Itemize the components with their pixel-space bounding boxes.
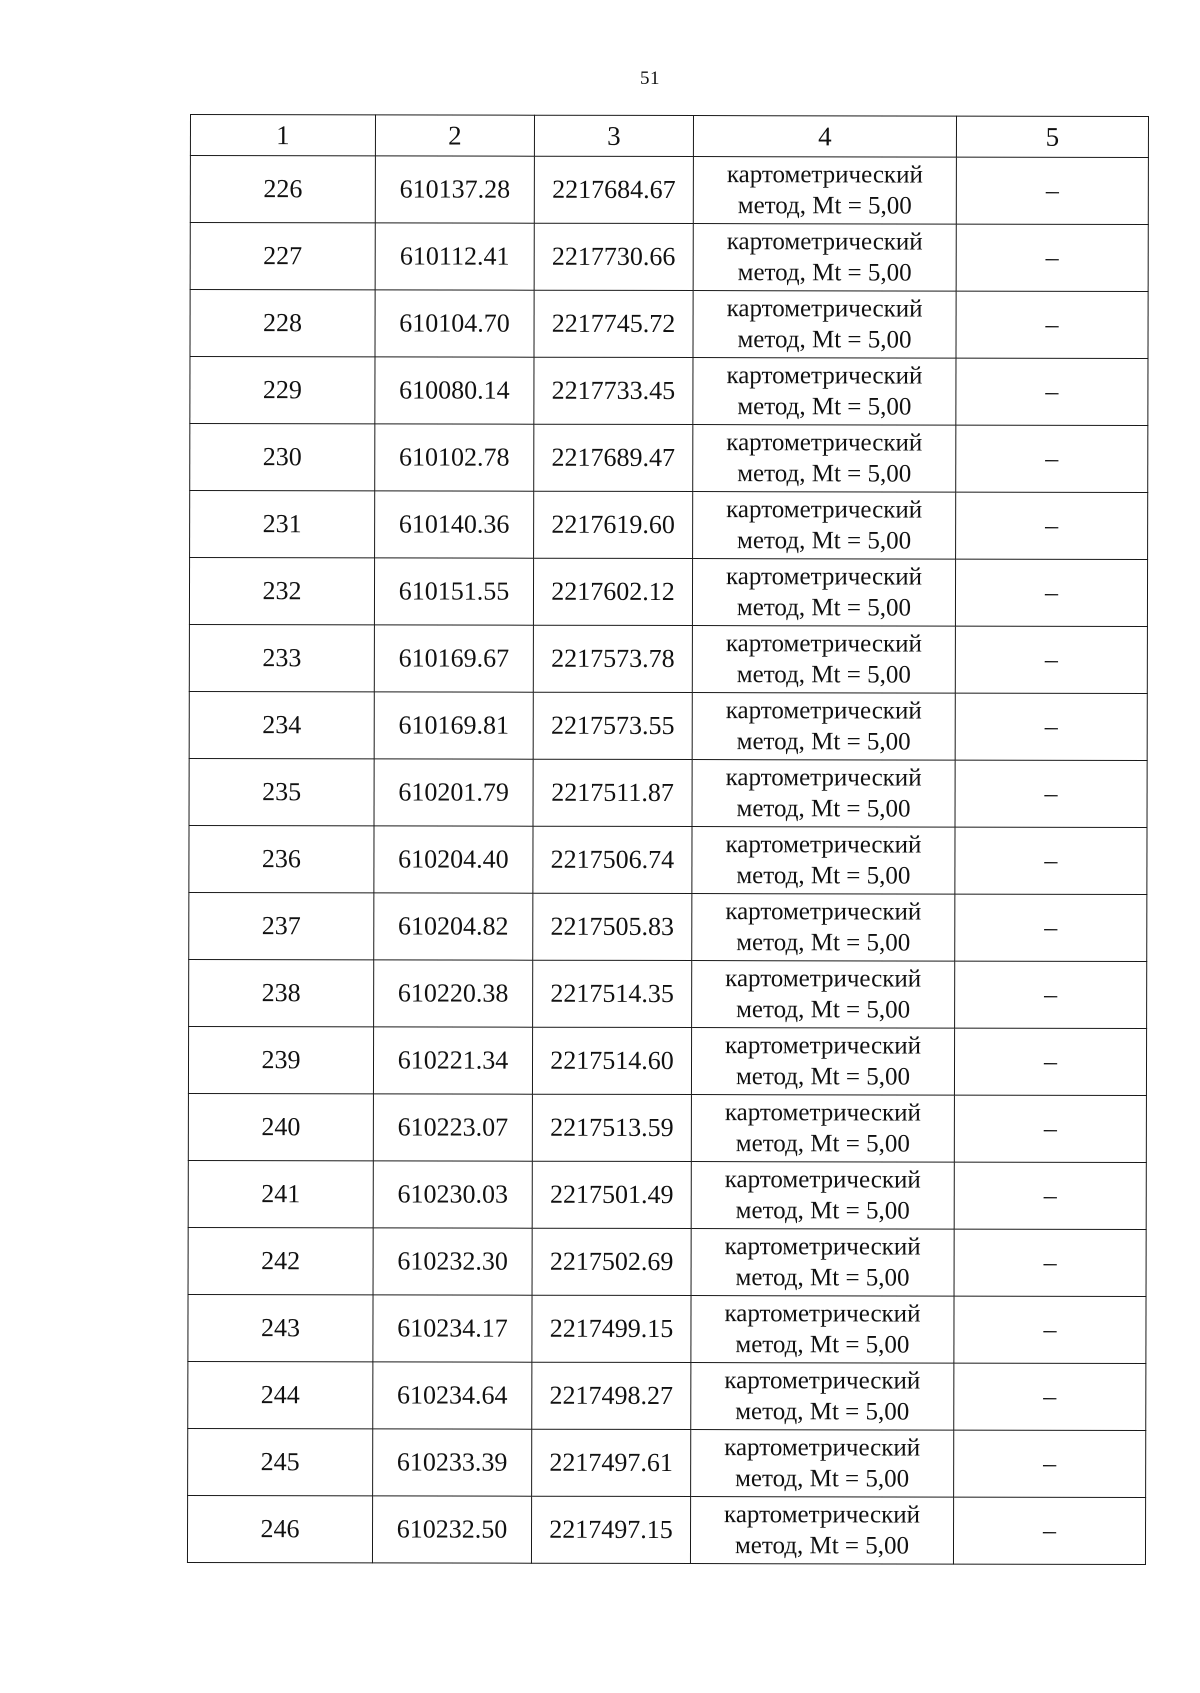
x-coordinate-cell: 610169.81	[374, 692, 533, 759]
point-number-cell: 238	[189, 959, 374, 1026]
y-coordinate-cell: 2217573.55	[533, 692, 692, 759]
y-coordinate-cell: 2217730.66	[534, 223, 693, 290]
note-cell: –	[954, 1296, 1146, 1363]
y-coordinate-cell: 2217514.60	[532, 1027, 691, 1094]
y-coordinate-cell: 2217511.87	[533, 759, 692, 826]
method-cell	[691, 1095, 954, 1163]
column-header-4: 4	[693, 116, 956, 158]
method-line-1: картометрический	[724, 1501, 921, 1529]
table-row	[190, 357, 1148, 426]
y-coordinate-cell: 2217497.61	[532, 1429, 691, 1496]
y-coordinate-cell: 2217499.15	[532, 1295, 691, 1362]
y-coordinate-cell: 2217745.72	[534, 290, 693, 357]
x-coordinate-cell: 610234.17	[373, 1295, 532, 1362]
note-cell: –	[954, 1095, 1146, 1162]
method-line-2: метод, Mt = 5,00	[737, 259, 912, 287]
note-cell: –	[956, 224, 1148, 291]
point-number-cell: 245	[188, 1428, 373, 1495]
point-number-cell: 242	[188, 1227, 373, 1294]
column-header-2: 2	[375, 115, 534, 156]
note-cell: –	[954, 1363, 1146, 1430]
y-coordinate-cell: 2217684.67	[534, 156, 693, 223]
point-number-cell: 231	[190, 491, 375, 558]
method-cell	[691, 1296, 954, 1364]
table-row	[189, 624, 1147, 693]
method-line-2: метод, Mt = 5,00	[736, 996, 911, 1024]
note-cell: –	[956, 291, 1148, 358]
method-line-2: метод, Mt = 5,00	[736, 862, 911, 890]
point-number-cell: 239	[188, 1026, 373, 1093]
method-cell	[692, 693, 955, 761]
table-row	[188, 1160, 1146, 1229]
y-coordinate-cell: 2217573.78	[533, 625, 692, 692]
method-line-2: метод, Mt = 5,00	[735, 1063, 911, 1091]
method-line-2: метод, Mt = 5,00	[737, 192, 912, 220]
table-header-row	[190, 115, 1148, 158]
point-number-cell: 241	[188, 1160, 373, 1227]
note-cell: –	[956, 492, 1148, 559]
note-cell: –	[956, 358, 1148, 425]
x-coordinate-cell: 610137.28	[375, 156, 534, 223]
note-cell: –	[953, 1497, 1145, 1564]
method-cell	[693, 291, 956, 359]
note-cell: –	[956, 425, 1148, 492]
table-row	[189, 959, 1147, 1028]
method-line-1: картометрический	[724, 1367, 921, 1395]
method-cell	[693, 492, 956, 560]
x-coordinate-cell: 610223.07	[373, 1094, 532, 1161]
method-line-1: картометрический	[725, 630, 922, 658]
page-number: 51	[640, 68, 660, 89]
method-line-2: метод, Mt = 5,00	[735, 1331, 910, 1359]
table-row	[190, 223, 1148, 292]
table-row	[189, 825, 1147, 894]
method-line-2: метод, Mt = 5,00	[736, 594, 912, 622]
x-coordinate-cell: 610232.30	[373, 1228, 532, 1295]
point-number-cell: 234	[189, 691, 374, 758]
point-number-cell: 240	[188, 1093, 373, 1160]
y-coordinate-cell: 2217502.69	[532, 1228, 691, 1295]
method-line-2: метод, Mt = 5,00	[737, 393, 912, 421]
method-line-1: картометрический	[726, 295, 923, 323]
note-cell: –	[954, 1028, 1146, 1095]
x-coordinate-cell: 610204.40	[374, 826, 533, 893]
point-number-cell: 244	[188, 1361, 373, 1428]
x-coordinate-cell: 610233.39	[373, 1429, 532, 1496]
method-cell	[693, 224, 956, 292]
y-coordinate-cell: 2217506.74	[533, 826, 692, 893]
y-coordinate-cell: 2217514.35	[533, 960, 692, 1027]
method-line-2: метод, Mt = 5,00	[734, 1532, 910, 1560]
point-number-cell: 233	[189, 624, 374, 691]
x-coordinate-cell: 610102.78	[375, 424, 534, 491]
point-number-cell: 227	[190, 223, 375, 290]
method-cell	[690, 1497, 953, 1565]
method-line-2: метод, Mt = 5,00	[735, 1465, 910, 1493]
method-cell	[693, 358, 956, 426]
x-coordinate-cell: 610151.55	[374, 558, 533, 625]
note-cell: –	[954, 1162, 1146, 1229]
table-row	[190, 156, 1148, 225]
note-cell: –	[955, 894, 1147, 961]
method-line-2: метод, Mt = 5,00	[736, 728, 911, 756]
x-coordinate-cell: 610232.50	[372, 1496, 531, 1563]
x-coordinate-cell: 610201.79	[374, 759, 533, 826]
point-number-cell: 235	[189, 758, 374, 825]
column-header-5: 5	[956, 116, 1148, 157]
method-cell	[692, 559, 955, 627]
x-coordinate-cell: 610220.38	[374, 960, 533, 1027]
x-coordinate-cell: 610230.03	[373, 1161, 532, 1228]
x-coordinate-cell: 610140.36	[375, 491, 534, 558]
column-header-3: 3	[534, 115, 693, 156]
y-coordinate-cell: 2217689.47	[534, 424, 693, 491]
method-line-2: метод, Mt = 5,00	[736, 661, 911, 689]
x-coordinate-cell: 610169.67	[374, 625, 533, 692]
y-coordinate-cell: 2217513.59	[532, 1094, 691, 1161]
method-cell	[691, 1162, 954, 1230]
y-coordinate-cell: 2217505.83	[533, 893, 692, 960]
method-cell	[692, 961, 955, 1029]
table-row	[190, 491, 1148, 560]
note-cell: –	[955, 760, 1147, 827]
point-number-cell: 237	[189, 892, 374, 959]
method-line-1: картометрический	[725, 965, 922, 993]
table-row	[188, 1361, 1146, 1430]
point-number-cell: 246	[187, 1495, 372, 1562]
table-row	[190, 424, 1148, 493]
method-line-2: метод, Mt = 5,00	[735, 1264, 910, 1292]
note-cell: –	[955, 559, 1147, 626]
method-cell	[692, 827, 955, 895]
table-row	[188, 1428, 1146, 1497]
method-cell	[691, 1363, 954, 1431]
method-line-1: картометрический	[724, 1166, 921, 1194]
method-line-1: картометрический	[726, 496, 923, 524]
method-line-1: картометрический	[726, 429, 923, 457]
method-line-2: метод, Mt = 5,00	[736, 795, 911, 823]
table-body	[187, 156, 1148, 1565]
note-cell: –	[955, 693, 1147, 760]
x-coordinate-cell: 610080.14	[375, 357, 534, 424]
method-line-2: метод, Mt = 5,00	[737, 527, 912, 555]
table-row	[188, 1026, 1146, 1095]
method-line-2: метод, Mt = 5,00	[735, 1398, 910, 1426]
table-row	[187, 1495, 1145, 1564]
method-cell	[693, 425, 956, 493]
method-line-1: картометрический	[725, 898, 922, 926]
method-line-1: картометрический	[726, 228, 923, 256]
x-coordinate-cell: 610112.41	[375, 223, 534, 290]
table-row	[189, 758, 1147, 827]
table-row	[189, 691, 1147, 760]
point-number-cell: 226	[190, 156, 375, 223]
note-cell: –	[954, 1430, 1146, 1497]
column-header-1: 1	[190, 115, 375, 156]
method-line-2: метод, Mt = 5,00	[735, 1197, 910, 1225]
point-number-cell: 230	[190, 424, 375, 491]
point-number-cell: 243	[188, 1294, 373, 1361]
note-cell: –	[955, 961, 1147, 1028]
method-line-1: картометрический	[726, 362, 923, 390]
y-coordinate-cell: 2217733.45	[534, 357, 693, 424]
coordinates-table	[187, 114, 1149, 1565]
table-row	[188, 1227, 1146, 1296]
point-number-cell: 229	[190, 357, 375, 424]
y-coordinate-cell: 2217501.49	[532, 1161, 691, 1228]
table-row	[188, 1093, 1146, 1162]
table-row	[189, 558, 1147, 627]
y-coordinate-cell: 2217602.12	[533, 558, 692, 625]
method-cell	[692, 626, 955, 694]
method-line-1: картометрический	[724, 1233, 921, 1261]
method-line-1: картометрический	[724, 1099, 921, 1127]
method-line-2: метод, Mt = 5,00	[737, 460, 912, 488]
method-cell	[692, 760, 955, 828]
method-cell	[692, 894, 955, 962]
method-line-2: метод, Mt = 5,00	[736, 929, 911, 957]
method-line-1: картометрический	[724, 1300, 921, 1328]
note-cell: –	[955, 827, 1147, 894]
note-cell: –	[956, 157, 1148, 224]
point-number-cell: 236	[189, 825, 374, 892]
x-coordinate-cell: 610234.64	[373, 1362, 532, 1429]
method-line-1: картометрический	[725, 697, 922, 725]
note-cell: –	[955, 626, 1147, 693]
note-cell: –	[954, 1229, 1146, 1296]
method-line-1: картометрический	[725, 831, 922, 859]
method-line-1: картометрический	[724, 1434, 921, 1462]
method-line-2: метод, Mt = 5,00	[735, 1130, 910, 1158]
method-cell	[691, 1430, 954, 1498]
method-line-1: картометрический	[726, 161, 923, 189]
y-coordinate-cell: 2217498.27	[532, 1362, 691, 1429]
table-row	[189, 892, 1147, 961]
method-line-1: картометрический	[725, 764, 922, 792]
y-coordinate-cell: 2217497.15	[531, 1496, 690, 1563]
method-cell	[693, 157, 956, 225]
method-line-2: метод, Mt = 5,00	[737, 326, 912, 354]
table-row	[190, 290, 1148, 359]
x-coordinate-cell: 610204.82	[374, 893, 533, 960]
point-number-cell: 232	[189, 558, 374, 625]
method-line-1: картометрический	[725, 1032, 922, 1060]
y-coordinate-cell: 2217619.60	[534, 491, 693, 558]
x-coordinate-cell: 610221.34	[373, 1027, 532, 1094]
method-cell	[691, 1028, 954, 1096]
point-number-cell: 228	[190, 290, 375, 357]
method-line-1: картометрический	[726, 563, 923, 591]
method-cell	[691, 1229, 954, 1297]
table-row	[188, 1294, 1146, 1363]
x-coordinate-cell: 610104.70	[375, 290, 534, 357]
